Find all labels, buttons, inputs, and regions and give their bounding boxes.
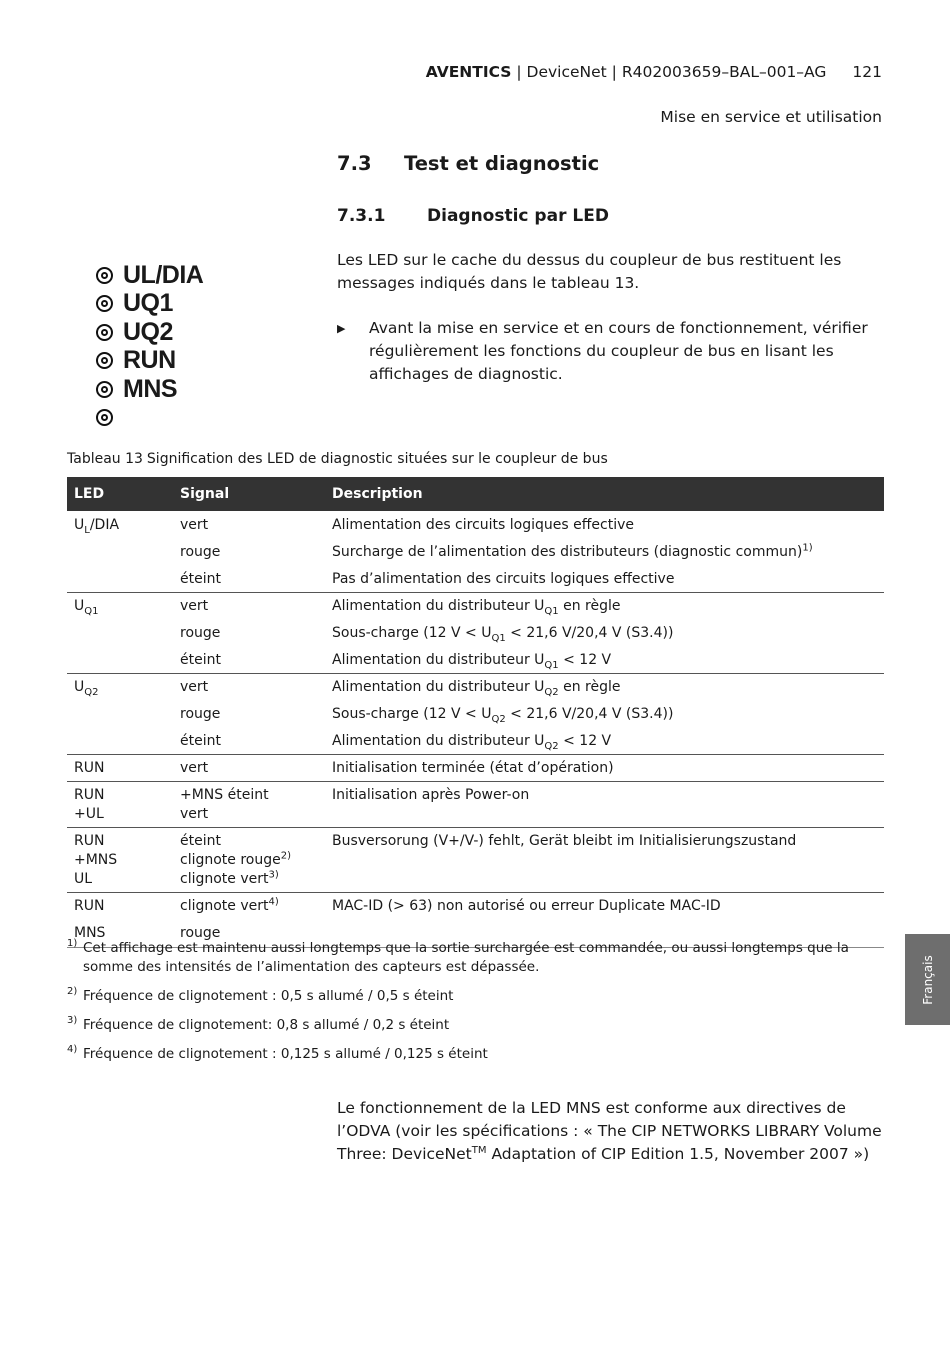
table-row [67, 647, 884, 674]
footnote-text: Fréquence de clignotement : 0,125 s allumé / 0,125 s éteint [83, 1046, 488, 1062]
led-cell [67, 782, 173, 828]
description-subscript: Q2 [544, 740, 559, 752]
footnote-mark: 3) [67, 1015, 78, 1026]
instruction-bullet [337, 317, 882, 386]
led-label: UQ2 [123, 317, 173, 346]
led-subscript: L [84, 524, 90, 536]
table-row [67, 539, 884, 566]
led-line: RUN [74, 833, 105, 849]
description-cell [325, 620, 884, 647]
led-row [96, 375, 203, 404]
footnote-mark: 4) [67, 1044, 78, 1055]
page-number: 121 [852, 63, 882, 81]
description-cell [325, 701, 884, 728]
signal-cell: vert [180, 517, 209, 533]
description-text: < 21,6 V/20,4 V (S3.4)) [505, 706, 674, 722]
footnote-reference: 1) [802, 542, 813, 554]
description-text: < 12 V [558, 652, 612, 668]
table-caption [67, 451, 608, 467]
intro-paragraph: Les LED sur le cache du dessus du coupleur de bus restituent les messages indiqués dans le tableau 13. [337, 251, 842, 292]
description-subscript: Q2 [544, 686, 559, 698]
footnote [67, 987, 867, 1006]
table-row [67, 893, 884, 921]
signal-cell: vert [180, 679, 209, 695]
led-row [96, 290, 203, 319]
footnote [67, 939, 867, 977]
led-line: RUN [74, 787, 105, 803]
led-row [96, 318, 203, 347]
led-label: UL/DIA [123, 260, 204, 289]
running-section-title: Mise en service et utilisation [660, 108, 882, 126]
closing-paragraph [337, 1097, 887, 1166]
signal-line: +MNS éteint [180, 787, 269, 803]
led-subscript: Q2 [84, 686, 99, 698]
signal-cell: vert [173, 755, 325, 782]
table-title: Signification des LED de diagnostic situées sur le coupleur de bus [146, 451, 608, 467]
description-cell: Initialisation après Power-on [325, 782, 884, 828]
led-name: U [74, 679, 85, 695]
signal-text: clignote rouge [180, 852, 281, 868]
footnote-reference: 3) [268, 869, 279, 881]
description-cell [325, 539, 884, 566]
description-cell: Pas d’alimentation des circuits logiques effective [325, 566, 884, 593]
footnote-reference: 2) [280, 850, 292, 862]
signal-line [180, 870, 325, 889]
footnote [67, 1045, 867, 1064]
description-cell: MAC-ID (> 63) non autorisé ou erreur Duplicate MAC-ID [332, 898, 721, 914]
led-cell: MNS [67, 920, 173, 948]
led-line: +UL [74, 806, 104, 822]
column-header-description: Description [325, 477, 884, 511]
signal-text: clignote vert [180, 871, 269, 887]
footnote-text: Fréquence de clignotement : 0,5 s allumé / 0,5 s éteint [83, 988, 454, 1004]
led-cell [67, 674, 173, 702]
led-row [96, 404, 203, 433]
led-cell [67, 539, 173, 566]
led-row [96, 261, 203, 290]
description-text: Sous-charge (12 V < U [332, 706, 492, 722]
footnote-mark: 2) [67, 986, 78, 997]
led-cell [67, 593, 173, 621]
led-label: RUN [123, 346, 176, 375]
signal-text: clignote vert [180, 898, 269, 914]
running-header [426, 63, 882, 81]
closing-text: Adaptation of CIP Edition 1.5, November 2007 ») [486, 1145, 870, 1163]
bullet-triangle-icon: ▶ [337, 322, 346, 335]
description-text: Alimentation du distributeur U [332, 652, 545, 668]
led-ring-icon [96, 295, 113, 312]
description-text: < 21,6 V/20,4 V (S3.4)) [505, 625, 674, 641]
signal-cell: rouge [173, 920, 325, 948]
footnote [67, 1016, 867, 1035]
table-header-row [67, 477, 884, 511]
section-number: 7.3 [337, 152, 372, 175]
table-row [67, 674, 884, 702]
table-row [67, 701, 884, 728]
signal-line: éteint [180, 833, 221, 849]
description-text: < 12 V [558, 733, 612, 749]
description-subscript: Q2 [491, 713, 506, 725]
table-row [67, 728, 884, 755]
led-diagnostic-table [67, 477, 884, 948]
column-header-led: LED [67, 477, 173, 511]
description-subscript: Q1 [491, 632, 506, 644]
description-cell [325, 647, 884, 674]
led-line: +MNS [74, 852, 118, 868]
description-text: Alimentation du distributeur U [332, 598, 545, 614]
table-row [67, 620, 884, 647]
trademark-mark: TM [471, 1144, 487, 1156]
table-row [67, 593, 884, 621]
signal-cell: éteint [173, 647, 325, 674]
document-info: | DeviceNet | R402003659–BAL–001–AG [511, 63, 827, 81]
signal-cell: éteint [173, 728, 325, 755]
led-cell [67, 511, 173, 539]
led-name: U [74, 517, 85, 533]
signal-cell: rouge [180, 706, 221, 722]
description-cell [325, 674, 884, 702]
section-heading [337, 152, 599, 175]
description-text: Sous-charge (12 V < U [332, 625, 492, 641]
led-ring-icon [96, 267, 113, 284]
table-row [67, 566, 884, 593]
led-label: MNS [123, 374, 178, 403]
description-subscript: Q1 [544, 605, 559, 617]
table-row [67, 782, 884, 828]
led-name: U [74, 598, 85, 614]
language-tab [905, 934, 950, 1025]
footnote-text: Cet affichage est maintenu aussi longtemps que la sortie surchargée est commandée, ou aussi longtemps que la somme des intensités de l’alimentation des capteurs est dépassée. [83, 940, 849, 975]
description-cell [325, 593, 884, 621]
table-row [67, 828, 884, 893]
footnote-reference: 4) [268, 896, 279, 908]
closing-text: Le fonctionnement de la LED MNS est conforme aux directives de l’ODVA (voir les spécifications : « The CIP NETWORKS LIBRARY Volume Three: DeviceNet [337, 1099, 882, 1163]
table-number: Tableau 13 [67, 451, 143, 467]
description-cell: Alimentation des circuits logiques effective [332, 517, 634, 533]
description-cell: Busversorung (V+/V-) fehlt, Gerät bleibt im Initialisierungszustand [325, 828, 884, 893]
description-text: en règle [558, 679, 621, 695]
led-row [96, 347, 203, 376]
subsection-heading [337, 206, 609, 226]
led-cell [67, 828, 173, 893]
column-header-signal: Signal [173, 477, 325, 511]
led-cell: RUN [74, 898, 105, 914]
led-cell [67, 728, 173, 755]
led-subscript: Q1 [84, 605, 99, 617]
led-cell [67, 647, 173, 674]
led-cell [67, 566, 173, 593]
description-subscript: Q1 [544, 659, 559, 671]
led-line: UL [74, 871, 93, 887]
signal-cell: rouge [180, 544, 221, 560]
description-text: Alimentation du distributeur U [332, 733, 545, 749]
led-ring-icon [96, 324, 113, 341]
led-cell [67, 701, 173, 728]
language-tab-label: Français [920, 954, 935, 1005]
led-panel-illustration [96, 261, 203, 432]
description-cell [325, 728, 884, 755]
signal-cell: éteint [173, 566, 325, 593]
signal-cell [173, 893, 325, 921]
signal-cell: rouge [180, 625, 221, 641]
led-cell: RUN [67, 755, 173, 782]
description-text: en règle [558, 598, 621, 614]
description-cell: Initialisation terminée (état d’opération) [325, 755, 884, 782]
table-row [67, 511, 884, 539]
description-text: Alimentation du distributeur U [332, 679, 545, 695]
signal-line: vert [180, 806, 209, 822]
subsection-title: Diagnostic par LED [427, 206, 609, 226]
bullet-text: Avant la mise en service et en cours de fonctionnement, vérifier régulièrement les fonctions du coupleur de bus en lisant les affichages de diagnostic. [369, 319, 868, 383]
section-title: Test et diagnostic [404, 152, 600, 175]
signal-cell [173, 828, 325, 893]
led-ring-icon [96, 381, 113, 398]
footnotes [67, 939, 867, 1074]
table-row [67, 755, 884, 782]
subsection-number: 7.3.1 [337, 206, 386, 226]
signal-cell [173, 782, 325, 828]
led-ring-icon [96, 409, 113, 426]
description-text: Surcharge de l’alimentation des distributeurs (diagnostic commun) [332, 544, 803, 560]
signal-line [180, 851, 325, 870]
led-cell [67, 620, 173, 647]
footnote-text: Fréquence de clignotement: 0,8 s allumé / 0,2 s éteint [83, 1017, 450, 1033]
led-ring-icon [96, 352, 113, 369]
brand-name: AVENTICS [425, 63, 512, 81]
led-suffix: /DIA [89, 517, 120, 533]
footnote-mark: 1) [67, 938, 78, 949]
signal-cell: vert [180, 598, 209, 614]
led-label: UQ1 [123, 289, 173, 318]
